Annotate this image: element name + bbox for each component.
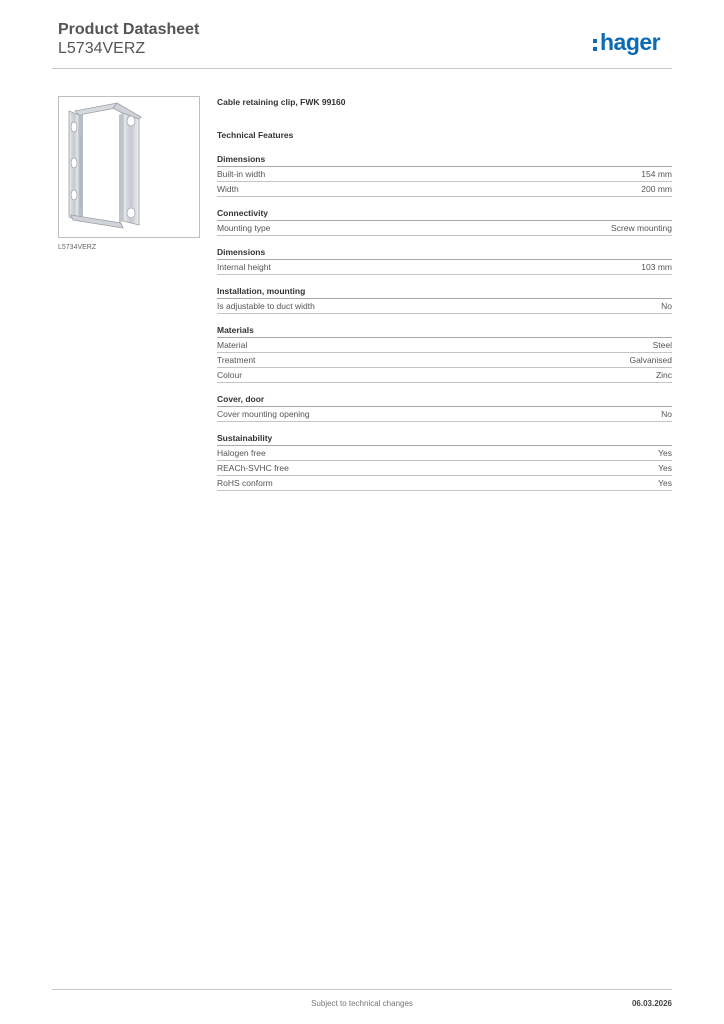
feature-label: Cover mounting opening — [217, 409, 310, 419]
feature-label: Is adjustable to duct width — [217, 301, 315, 311]
feature-row — [217, 407, 672, 422]
feature-label: Width — [217, 184, 239, 194]
product-code: L5734VERZ — [58, 40, 146, 57]
feature-value: Steel — [652, 340, 672, 350]
feature-value: 103 mm — [641, 262, 672, 272]
feature-row — [217, 461, 672, 476]
feature-value: Galvanised — [629, 355, 672, 365]
feature-section — [217, 284, 672, 314]
section-title: Cover, door — [217, 392, 672, 407]
section-title: Sustainability — [217, 431, 672, 446]
section-title: Dimensions — [217, 245, 672, 260]
section-title: Dimensions — [217, 152, 672, 167]
datasheet-content — [217, 94, 672, 491]
feature-section — [217, 245, 672, 275]
section-title: Installation, mounting — [217, 284, 672, 299]
feature-value: No — [661, 301, 672, 311]
feature-value: Yes — [658, 448, 672, 458]
features-list — [217, 152, 672, 491]
feature-section — [217, 323, 672, 383]
logo-dots-icon — [593, 35, 599, 51]
feature-label: Treatment — [217, 355, 256, 365]
feature-row — [217, 182, 672, 197]
logo-text: hager — [600, 29, 661, 55]
section-title: Materials — [217, 323, 672, 338]
page-title: Product Datasheet — [58, 21, 200, 38]
feature-value: No — [661, 409, 672, 419]
feature-label: Colour — [217, 370, 243, 380]
product-name: Cable retaining clip, FWK 99160 — [217, 97, 346, 107]
product-image — [58, 96, 200, 238]
feature-value: Yes — [658, 478, 672, 488]
feature-value: 154 mm — [641, 169, 672, 179]
footer-note: Subject to technical changes — [311, 999, 413, 1008]
features-title: Technical Features — [217, 130, 294, 140]
feature-row — [217, 476, 672, 491]
cable-clip-image — [59, 97, 199, 237]
feature-value: 200 mm — [641, 184, 672, 194]
feature-value: Zinc — [655, 370, 672, 380]
feature-section — [217, 152, 672, 197]
feature-row — [217, 368, 672, 383]
image-caption: L5734VERZ — [58, 244, 97, 251]
feature-label: RoHS conform — [217, 478, 273, 488]
feature-label: Built-in width — [217, 169, 266, 179]
feature-label: Material — [217, 340, 248, 350]
feature-row — [217, 260, 672, 275]
feature-label: Internal height — [217, 262, 271, 272]
feature-label: REACh-SVHC free — [217, 463, 289, 473]
feature-row — [217, 299, 672, 314]
feature-row — [217, 167, 672, 182]
footer-divider — [52, 989, 672, 990]
feature-section — [217, 392, 672, 422]
feature-label: Halogen free — [217, 448, 266, 458]
feature-row — [217, 338, 672, 353]
feature-row — [217, 221, 672, 236]
feature-row — [217, 446, 672, 461]
feature-label: Mounting type — [217, 223, 271, 233]
feature-row — [217, 353, 672, 368]
feature-value: Yes — [658, 463, 672, 473]
section-title: Connectivity — [217, 206, 672, 221]
footer-date: 06.03.2026 — [631, 999, 672, 1008]
hager-logo — [593, 29, 660, 56]
feature-value: Screw mounting — [611, 223, 672, 233]
header-divider — [52, 68, 672, 69]
feature-section — [217, 431, 672, 491]
feature-section — [217, 206, 672, 236]
